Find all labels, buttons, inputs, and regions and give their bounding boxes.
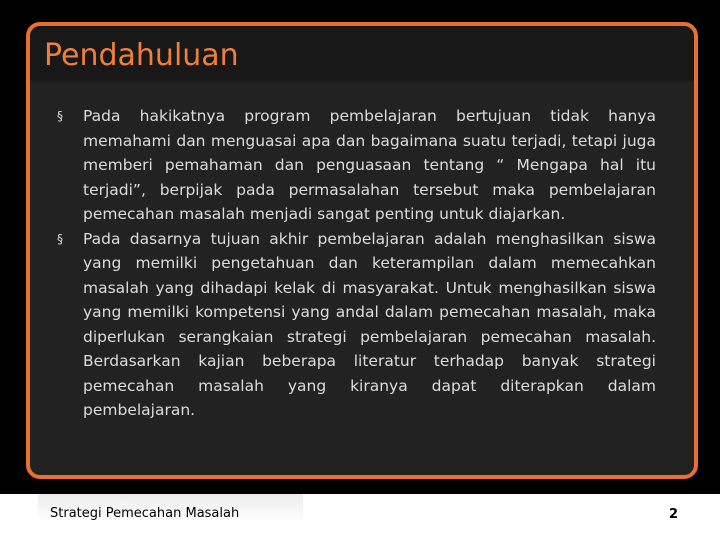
slide-footer xyxy=(0,494,720,540)
bullet-text: Pada hakikatnya program pembelajaran bertujuan tidak hanya memahami dan menguasai apa dan bagaimana suatu terjadi, tetapi juga memberi pemahaman dan penguasaan tentang “ Mengapa hal itu terjadi”, berpijak pada permasalahan tersebut maka pembelajaran pemecahan masalah menjadi sangat penting untuk diajarkan. xyxy=(83,107,656,223)
section-sign-bullet-icon: § xyxy=(57,231,63,246)
title-divider xyxy=(30,80,694,82)
bullet-item xyxy=(54,104,656,227)
page-number: 2 xyxy=(668,507,678,522)
section-sign-bullet-icon: § xyxy=(57,109,63,123)
bullet-text: Pada dasarnya tujuan akhir pembelajaran adalah menghasilkan siswa yang memilki pengetahuan dan keterampilan dalam memecahkan masalah yang dihadapi kelak di masyarakat. Untuk menghasilkan siswa yang memilki kompetensi yang andal dalam pemecahan masalah, maka diperlukan serangkaian strategi pembelajaran pemecahan masalah. Berdasarkan kajian beberapa literatur terhadap banyak strategi pemecahan masalah yang kiranya dapat diterapkan dalam pembelajaran. xyxy=(83,229,656,419)
bullet-item xyxy=(54,227,656,423)
footer-label: Strategi Pemecahan Masalah xyxy=(50,506,240,521)
bullet-list xyxy=(54,104,656,423)
slide-title: Pendahuluan xyxy=(44,38,239,73)
